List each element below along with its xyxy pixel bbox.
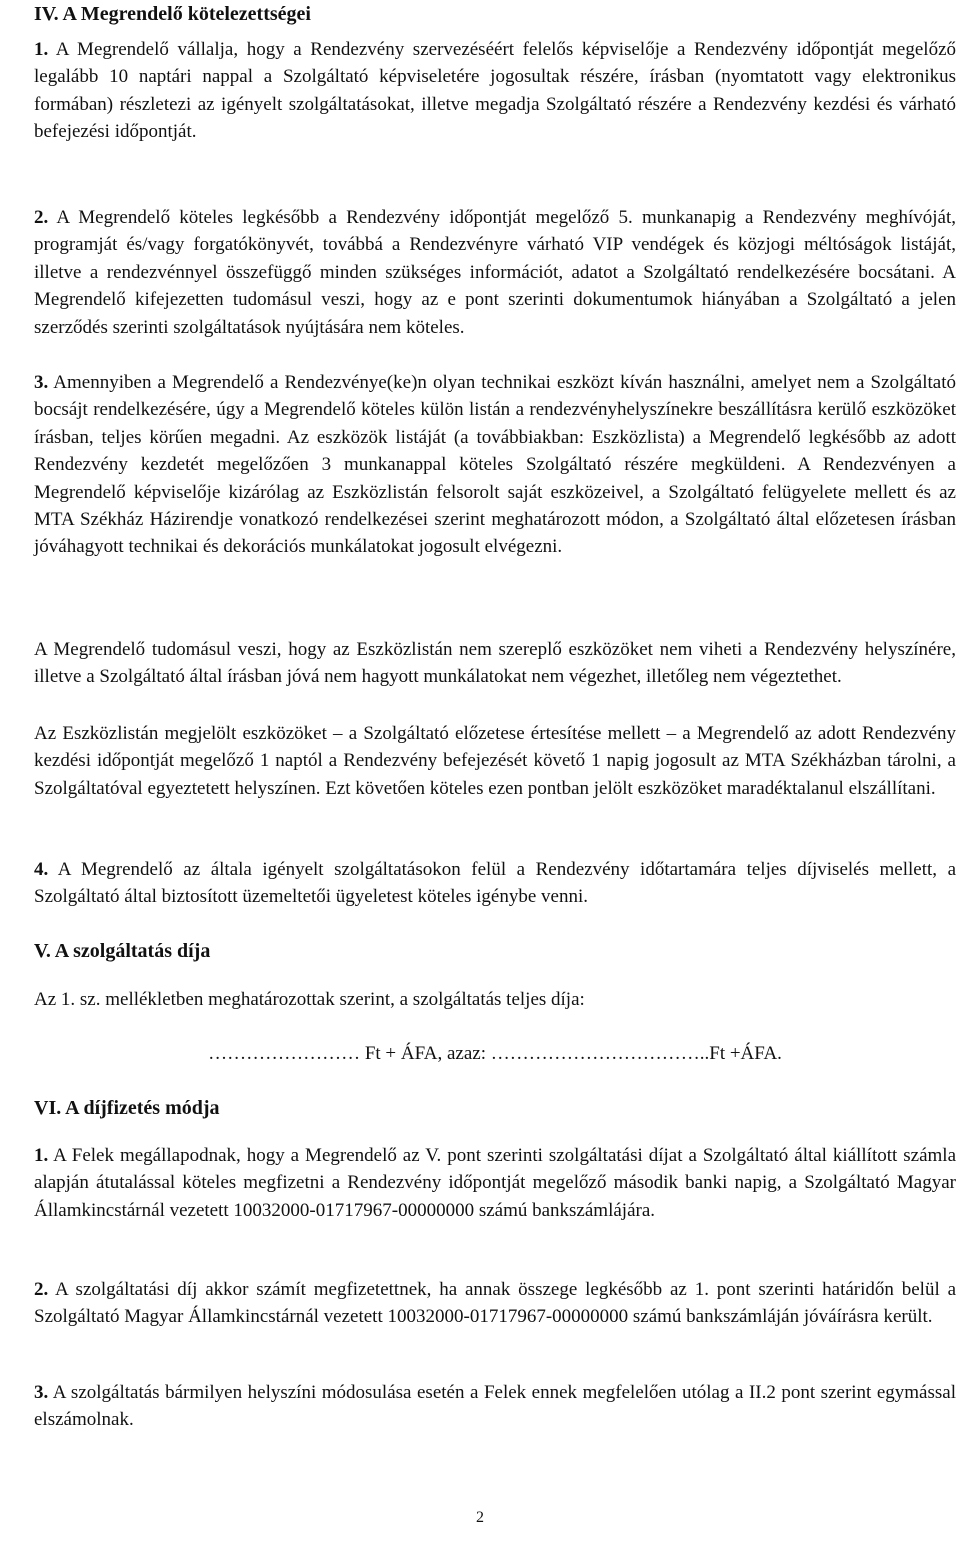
item-number: 2. <box>34 1279 49 1300</box>
section-4-item-1 <box>34 36 956 146</box>
section-6-item-1 <box>34 1142 956 1224</box>
section-6-title: VI. A díjfizetés módja <box>34 1097 220 1119</box>
item-text: Amennyiben a Megrendelő a Rendezvénye(ke)n olyan technikai eszközt kíván használni, amelyet nem a Szolgáltató bocsájt rendelkezésére, úgy a Megrendelő köteles külön listán a rendezvényhelyszínekre beszállításra kerülő eszközöket írásban, teljes körűen megadni. Az eszközök listáját (a továbbiakban: Eszközlista) a Megrendelő legkésőbb az adott Rendezvény kezdetét megelőzően 3 munkanappal köteles Szolgáltató részére megküldeni. A Rendezvényen a Megrendelő képviselője kizárólag az Eszközlistán felsorolt saját eszközeivel, a Szolgáltató felügyelete mellett és az MTA Székház Házirendje vonatkozó rendelkezései szerint meghatározott módon, a Szolgáltató által előzetesen írásban jóváhagyott technikai és dekorációs munkálatokat jogosult elvégezni. <box>34 372 957 558</box>
section-4-item-3 <box>34 369 956 561</box>
section-4-paragraph-b: Az Eszközlistán megjelölt eszközöket – a Szolgáltató előzetese értesítése mellett – a Megrendelő az adott Rendezvény kezdési időpontját megelőző 1 naptól a Rendezvény befejezését követő 1 napig jogosult az MTA Székházban tárolni, a Szolgáltatóval egyeztetett helyszínen. Ezt követően köteles ezen pontban jelölt eszközöket maradéktalanul elszállítani. <box>34 723 956 799</box>
item-number: 1. <box>34 1145 49 1166</box>
page-number: 2 <box>476 1509 484 1526</box>
fee-line: …………………… Ft + ÁFA, azaz: ……………………………..Ft +ÁFA. <box>208 1043 782 1064</box>
fee-intro: Az 1. sz. mellékletben meghatározottak szerint, a szolgáltatás teljes díja: <box>34 989 585 1010</box>
item-text: A Megrendelő köteles legkésőbb a Rendezvény időpontját megelőző 5. munkanapig a Rendezvény meghívóját, programját és/vagy forgatókönyvét, továbbá a Rendezvényre várható VIP vendégek és közjogi méltóságok listáját, illetve a rendezvénnyel összefüggő minden szükséges információt, adatot a Szolgáltató rendelkezésére bocsátani. A Megrendelő kifejezetten tudomásul veszi, hogy az e pont szerinti dokumentumok hiányában a Szolgáltató a jelen szerződés szerinti szolgáltatások nyújtására nem köteles. <box>34 207 957 338</box>
item-text: A szolgáltatás bármilyen helyszíni módosulása esetén a Felek ennek megfelelően utólag a II.2 pont szerint egymással elszámolnak. <box>34 1382 956 1431</box>
item-number: 4. <box>34 859 49 880</box>
item-number: 1. <box>34 39 49 60</box>
item-text: A Megrendelő vállalja, hogy a Rendezvény szervezéséért felelős képviselője a Rendezvény időpontját megelőző legalább 10 naptári nappal a Szolgáltató képviseletére jogosultak részére, írásban (nyomtatott vagy elektronikus formában) részletezi az igényelt szolgáltatásokat, illetve megadja Szolgáltató részére a Rendezvény kezdési és várható befejezési időpontját. <box>34 39 956 143</box>
section-6-item-3 <box>34 1379 956 1434</box>
item-text: A szolgáltatási díj akkor számít megfizetettnek, ha annak összege legkésőbb az 1. pont szerinti határidőn belül a Szolgáltató Magyar Államkincstárnál vezetett 10032000-01717967-00000000 számú bankszámláján jóváírásra került. <box>34 1279 957 1328</box>
item-number: 2. <box>34 207 49 228</box>
section-6-item-2 <box>34 1276 956 1331</box>
item-number: 3. <box>34 1382 49 1403</box>
item-text: A Megrendelő az általa igényelt szolgáltatásokon felül a Rendezvény időtartamára teljes díjviselés mellett, a Szolgáltató által biztosított üzemeltetői ügyeletest köteles igénybe venni. <box>34 859 957 908</box>
section-4-item-4 <box>34 856 956 911</box>
section-4-item-2 <box>34 204 956 341</box>
section-4-title: IV. A Megrendelő kötelezettségei <box>34 3 311 25</box>
item-text: A Felek megállapodnak, hogy a Megrendelő az V. pont szerinti szolgáltatási díjat a Szolgáltató által kiállított számla alapján átutalással köteles megfizetni a Rendezvény időpontját megelőző második banki napig, a Szolgáltató Magyar Államkincstárnál vezetett 10032000-01717967-00000000 számú bankszámlájára. <box>34 1145 956 1221</box>
item-number: 3. <box>34 372 49 393</box>
section-4-paragraph-a: A Megrendelő tudomásul veszi, hogy az Eszközlistán nem szereplő eszközöket nem viheti a Rendezvény helyszínére, illetve a Szolgáltató által írásban jóvá nem hagyott munkálatokat nem végezhet, illetőleg nem végeztethet. <box>34 639 956 688</box>
section-5-title: V. A szolgáltatás díja <box>34 940 211 962</box>
